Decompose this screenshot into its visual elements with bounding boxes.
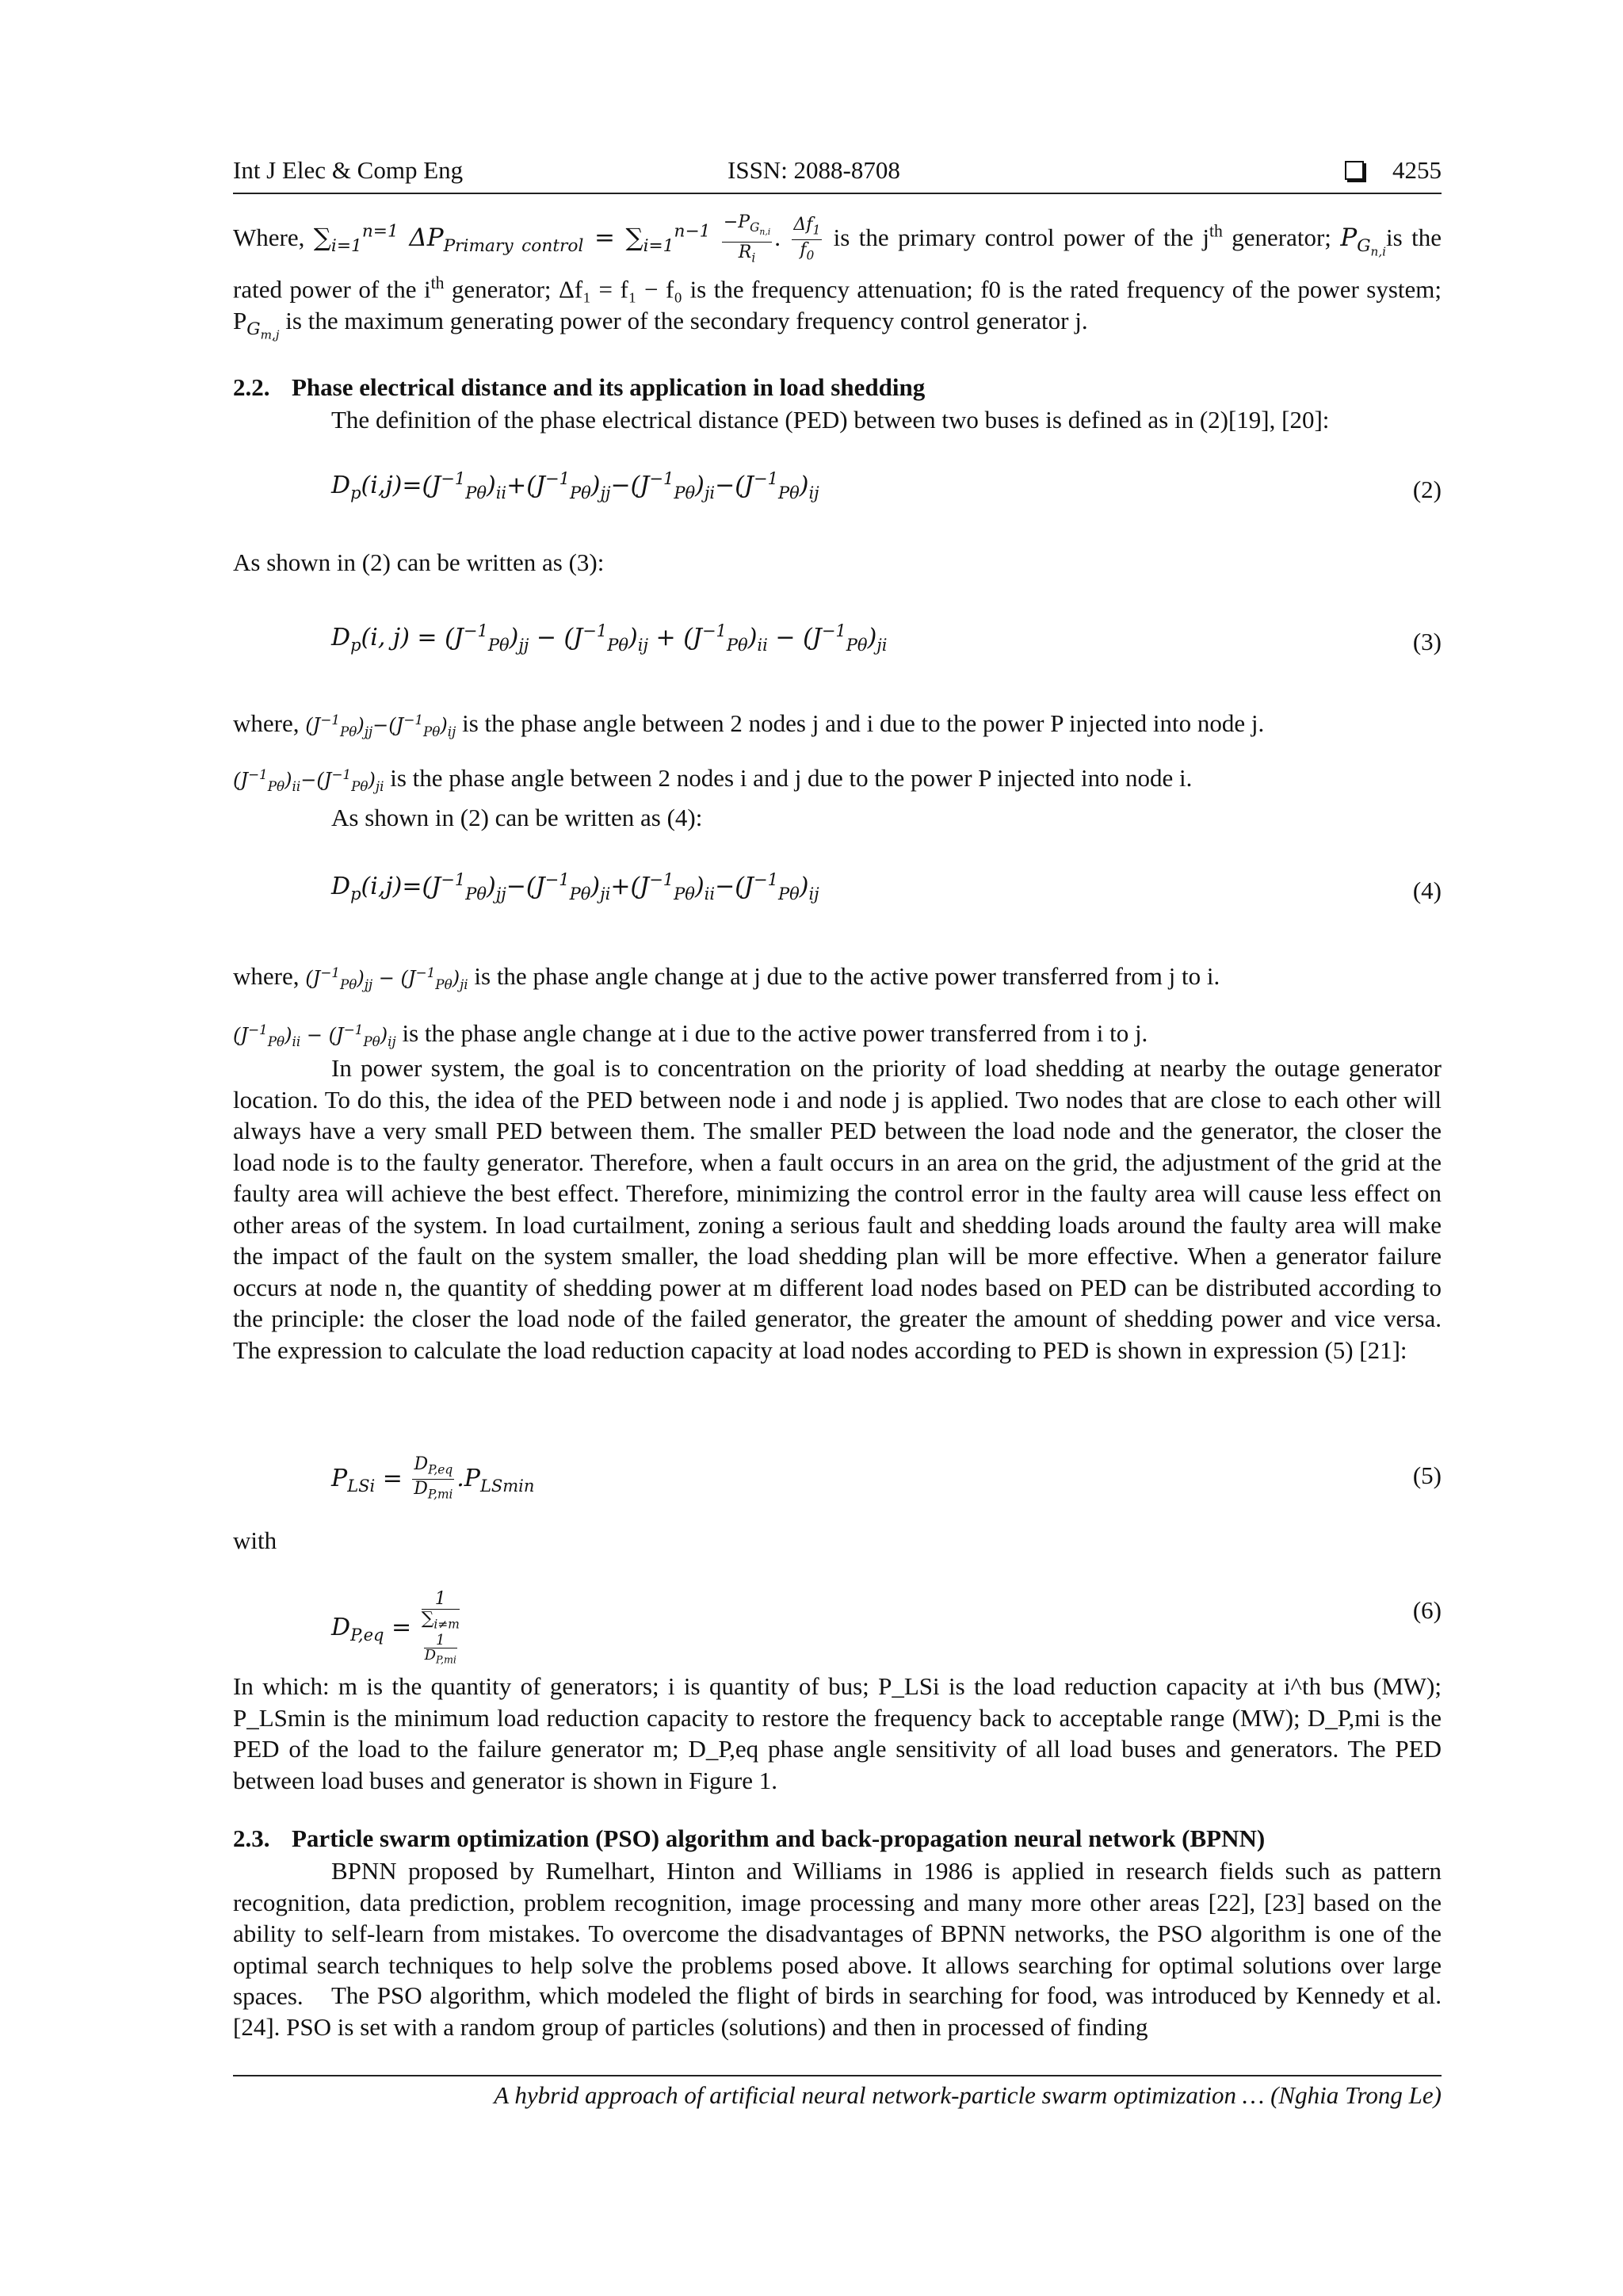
- page-number: 4255: [1392, 156, 1442, 184]
- where-3b-text: is the phase angle between 2 nodes i and j due to the power P injected into node i.: [384, 764, 1193, 792]
- ped-definition-text: The definition of the phase electrical distance (PED) between two buses is defined as in (2)[19], [20]:: [331, 406, 1330, 434]
- rest-text: generator; Δf₁ = f₁ − f₀ is the frequency attenuation; f0 is the rated frequency of the power system; P: [233, 275, 1442, 334]
- power-system-paragraph: In power system, the goal is to concentration on the priority of load shedding at nearby the outage generator location. To do this, the idea of the PED between node i and node j is applied. Two nodes that are close to each other will always have a very small PED between them. The smaller PED between the load node and the generator, the closer the load node is to the faulty generator. Therefore, when a fault occurs in an area on the grid, the adjustment of the grid at the faulty area will achieve the best effect. Therefore, minimizing the control error in the faulty area will cause less effect on other areas of the system. In load curtailment, zoning a serious fault and shedding loads around the faulty area will make the impact of the fault on the system smaller, the load shedding plan will be more effective. When a generator failure occurs at node n, the quantity of shedding power at m different load nodes based on PED can be distributed according to the principle: the closer the load node of the failed generator, the greater the amount of shedding power and vice versa. The expression to calculate the load reduction capacity at load nodes according to PED is shown in expression (5) [21]:: [233, 1054, 1442, 1364]
- where-3a-text: is the phase angle between 2 nodes j and i due to the power P injected into node j.: [456, 709, 1265, 737]
- rest2-text: is the maximum generating power of the secondary frequency control generator j.: [279, 306, 1088, 334]
- journal-name: Int J Elec & Comp Eng: [233, 156, 464, 184]
- equation-5: [233, 1455, 1442, 1503]
- equation-4: [233, 870, 1442, 918]
- page-header: [233, 156, 1442, 194]
- equation-3-formula: $D_p(i$, $j) = (J^{-1}_{P\theta})_{jj} - (J^{-1}_{P\theta})_{ij} + (J^{-1}_{P\theta})_{ii} - (J^{-1}_{P\theta})_{ji}$: [331, 621, 888, 655]
- equation-2: [233, 469, 1442, 517]
- equation-6-formula: $D_{P,eq}$ = 1 $\sum_{i\ne m}$ 1 $D_{P,mi}$: [331, 1589, 460, 1666]
- equation-5-formula: $P_{LSi}$ = $\frac{D_{P,eq}}{D_{P,mi}}$ $.P_{LSmin}$: [331, 1454, 535, 1502]
- gen-text: generator;: [1222, 223, 1341, 252]
- where-text: is the primary control power of the j: [824, 223, 1209, 252]
- section-2-2-heading: [233, 373, 925, 402]
- where-paragraph: Where, $\sum_{i=1}^{n=1}$ $\Delta P_{Primary control} = \sum_{i=1}^{n-1}$ $\frac{-P_{G_{n,i}}}{R_i}$ . $\frac{\Delta f_1}{f_0}$ is the primary control power of the $j^{th}$ generator; $P_{G_{n,i}}is$ the rated power of the $i^{th}$ generator; Δf₁ = f₁ − f₀ is the frequency attenuation; f0 is the rated frequency of the power system; $P_{G_{m,j}}$ is the maximum generating power of the secondary frequency control generator j.: [233, 212, 1442, 342]
- bpnn-paragraph: BPNN proposed by Rumelhart, Hinton and Williams in 1986 is applied in research fields such as pattern recognition, data prediction, problem recognition, image processing and many more other areas [22], [23] based on the ability to self-learn from mistakes. To overcome the disadvantages of BPNN networks, the PSO algorithm is one of the optimal search techniques to help solve the problems posed above. It allows searching for optimal solutions over large spaces.: [233, 1857, 1442, 2010]
- section-title: Phase electrical distance and its application in load shedding: [292, 373, 926, 401]
- equation-6: [233, 1589, 1442, 1666]
- as-shown-3: As shown in (2) can be written as (3):: [233, 548, 605, 576]
- page-footer: A hybrid approach of artificial neural network-particle swarm optimization … (Nghia Trong Le): [233, 2075, 1442, 2110]
- where-4a: where, $(J^{-1}_{P\theta})_{jj} - (J^{-1}_{P\theta})_{ji}$ is the phase angle change at j due to the active power transferred from j to i.: [233, 962, 1220, 992]
- equation-4-formula: $D_p(i,j)=(J^{-1}_{P\theta})_{jj}-(J^{-1}_{P\theta})_{ji}+(J^{-1}_{P\theta})_{ii}-(J^{-1}_{P\theta})_{ij}$: [331, 870, 819, 904]
- where-4b: $(J^{-1}_{P\theta})_{ii} - (J^{-1}_{P\theta})_{ij}$ is the phase angle change at i due to the active power transferred from i to j.: [233, 1019, 1148, 1049]
- where-4b-text: is the phase angle change at i due to the active power transferred from i to j.: [395, 1019, 1148, 1047]
- square-icon: [1345, 161, 1364, 180]
- equation-4-number: (4): [1412, 877, 1442, 904]
- equation-5-number: (5): [1412, 1461, 1442, 1489]
- issn: ISSN: 2088-8708: [727, 156, 900, 184]
- equation-2-formula: $D_p(i,j)=(J^{-1}_{P\theta})_{ii}+(J^{-1}_{P\theta})_{jj}-(J^{-1}_{P\theta})_{ji}-(J^{-1}_{P\theta})_{ij}$: [331, 469, 819, 502]
- th-sup: th: [1209, 221, 1223, 241]
- section-number: 2.3.: [233, 1824, 270, 1852]
- section-title: Particle swarm optimization (PSO) algorithm and back-propagation neural network (BPNN): [292, 1824, 1266, 1852]
- with-label: with: [233, 1526, 277, 1554]
- equation-3-number: (3): [1412, 628, 1442, 655]
- as-shown-4: As shown in (2) can be written as (4):: [331, 804, 703, 831]
- equation-3: [233, 621, 1442, 669]
- section-number: 2.2.: [233, 373, 270, 401]
- where-3a: where, $(J^{-1}_{P\theta})_{jj}-(J^{-1}_{P\theta})_{ij}$ is the phase angle between 2 nodes j and i due to the power P injected into node j.: [233, 709, 1265, 739]
- is-the-text: is the rated power of the i: [233, 223, 1442, 304]
- where-4a-text: is the phase angle change at j due to the active power transferred from j to i.: [468, 962, 1220, 990]
- equation-6-number: (6): [1412, 1596, 1442, 1624]
- where-3b: $(J^{-1}_{P\theta})_{ii}-(J^{-1}_{P\theta})_{ji}$ is the phase angle between 2 nodes i and j due to the power P injected into node i.: [233, 764, 1193, 794]
- equation-2-number: (2): [1412, 476, 1442, 503]
- in-which-paragraph: In which: m is the quantity of generators; i is quantity of bus; P_LSi is the load reduction capacity at i^th bus (MW); P_LSmin is the minimum load reduction capacity to restore the frequency back to acceptable range (MW); D_P,mi is the PED of the load to the failure generator m; D_P,eq phase angle sensitivity of all load buses and generators. The PED between load buses and generator is shown in Figure 1.: [233, 1672, 1442, 1794]
- page-number-wrap: [1345, 156, 1442, 185]
- section-2-3-heading: [233, 1824, 1265, 1853]
- pso-paragraph: The PSO algorithm, which modeled the flight of birds in searching for food, was introduced by Kennedy et al. [24]. PSO is set with a random group of particles (solutions) and then in processed of finding: [233, 1981, 1442, 2041]
